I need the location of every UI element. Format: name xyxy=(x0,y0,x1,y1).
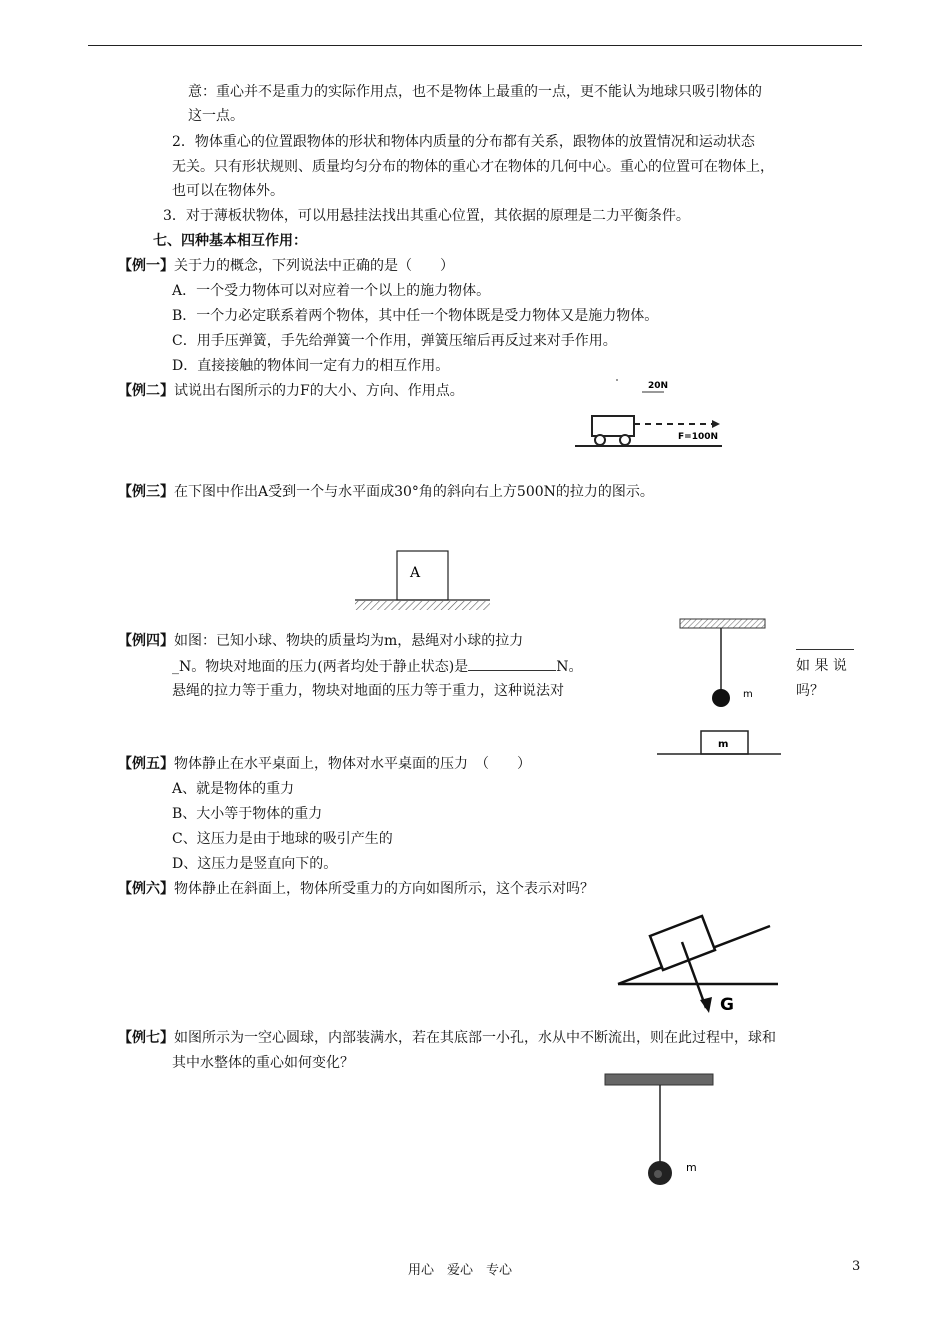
ceiling xyxy=(605,1074,713,1085)
note-1-line-1: 意：重心并不是重力的实际作用点，也不是物体上最重的一点，更不能认为地球只吸引物体的 xyxy=(188,84,762,100)
example-6 xyxy=(118,879,594,899)
example-2-tag: 【例二】 xyxy=(118,383,174,399)
example-4-line-3-right: 吗？ xyxy=(796,683,824,699)
ball-mass-label: m xyxy=(686,1161,697,1174)
example-3-tag: 【例三】 xyxy=(118,484,174,500)
example-4-line-2-right: 如 果 说 xyxy=(796,658,847,674)
example-4-line-3: 悬绳的拉力等于重力，物块对地面的压力等于重力，这种说法对 xyxy=(172,683,564,699)
ball-mass-label: m xyxy=(743,689,753,700)
example-6-tag: 【例六】 xyxy=(118,881,174,897)
ball-block-figure xyxy=(655,615,785,760)
block-a xyxy=(397,551,448,600)
cart-body xyxy=(592,416,634,436)
example-1-question: 关于力的概念，下列说法中正确的是（ ） xyxy=(174,258,454,274)
example-4-tag: 【例四】 xyxy=(118,633,174,649)
block-a-label: A xyxy=(410,565,421,581)
answer-blank-pressure[interactable] xyxy=(468,656,556,671)
example-1-option-a: A．一个受力物体可以对应着一个以上的施力物体。 xyxy=(172,283,491,299)
example-7-line-2: 其中水整体的重心如何变化？ xyxy=(172,1055,354,1071)
note-3: 3．对于薄板状物体，可以用悬挂法找出其重心位置，其依据的原理是二力平衡条件。 xyxy=(163,208,690,224)
ceiling xyxy=(680,619,765,628)
cart-wheel-right xyxy=(620,435,630,445)
example-2-question: 试说出右图所示的力F的大小、方向、作用点。 xyxy=(174,383,464,399)
example-3-question: 在下图中作出A受到一个与水平面成30°角的斜向右上方500N的拉力的图示。 xyxy=(174,484,654,500)
example-4-line-2: _N。物块对地面的压力(两者均处于静止状态)是 N。 xyxy=(172,656,582,677)
example-2 xyxy=(118,381,464,401)
header-rule xyxy=(88,45,862,46)
example-4-line-1: 【例四】如图：已知小球、物块的质量均为m，悬绳对小球的拉力 xyxy=(118,633,524,649)
section-heading: 七、四种基本相互作用： xyxy=(153,233,307,249)
force-label: F=100N xyxy=(678,432,719,442)
example-1-option-c: C．用手压弹簧，手先给弹簧一个作用，弹簧压缩后再反过来对手作用。 xyxy=(172,333,617,349)
answer-blank-tension[interactable] xyxy=(796,635,854,650)
gravity-label: G xyxy=(720,995,734,1015)
example-1-option-d: D．直接接触的物体间一定有力的相互作用。 xyxy=(172,358,450,374)
block-a-figure xyxy=(350,545,500,620)
example-3 xyxy=(118,482,654,502)
block-mass-label: m xyxy=(718,739,729,750)
note-2-line-1: 2．物体重心的位置跟物体的形状和物体内质量的分布都有关系，跟物体的放置情况和运动状态 xyxy=(172,134,755,150)
ball xyxy=(712,689,730,707)
note-2-line-3: 也可以在物体外。 xyxy=(172,183,284,199)
example-5-option-b: B、大小等于物体的重力 xyxy=(172,806,323,822)
example-5-option-c: C、这压力是由于地球的吸引产生的 xyxy=(172,831,393,847)
page-number: 3 xyxy=(852,1259,861,1274)
footer-slogan: 用心 爱心 专心 xyxy=(408,1263,513,1278)
example-1-tag: 【例一】 xyxy=(118,258,174,274)
example-5-tag: 【例五】 xyxy=(118,756,174,772)
example-1 xyxy=(118,256,454,276)
scale-label: 20N xyxy=(648,381,669,391)
example-5-question: 物体静止在水平桌面上，物体对水平桌面的压力 （ ） xyxy=(174,756,531,772)
note-2-line-2: 无关。只有形状规则、质量均匀分布的物体的重心才在物体的几何中心。重心的位置可在物体上， xyxy=(172,159,774,175)
ground-hatching xyxy=(355,601,490,610)
example-5-option-a: A、就是物体的重力 xyxy=(172,781,295,797)
cart-force-figure xyxy=(570,372,730,457)
ball-highlight xyxy=(654,1170,662,1178)
cart-wheel-left xyxy=(595,435,605,445)
incline-figure xyxy=(610,900,785,1015)
hollow-ball-figure xyxy=(600,1070,720,1195)
example-7-line-1: 【例七】如图所示为一空心圆球，内部装满水，若在其底部一小孔，水从中不断流出，则在此过程中，球和 xyxy=(118,1030,776,1046)
example-5-option-d: D、这压力是竖直向下的。 xyxy=(172,856,338,872)
force-arrow-head xyxy=(712,420,720,428)
example-6-question: 物体静止在斜面上，物体所受重力的方向如图所示，这个表示对吗？ xyxy=(174,881,594,897)
note-1-line-2: 这一点。 xyxy=(188,108,244,124)
example-5 xyxy=(118,754,531,774)
example-1-option-b: B．一个力必定联系着两个物体，其中任一个物体既是受力物体又是施力物体。 xyxy=(172,308,659,324)
example-7-tag: 【例七】 xyxy=(118,1030,174,1046)
